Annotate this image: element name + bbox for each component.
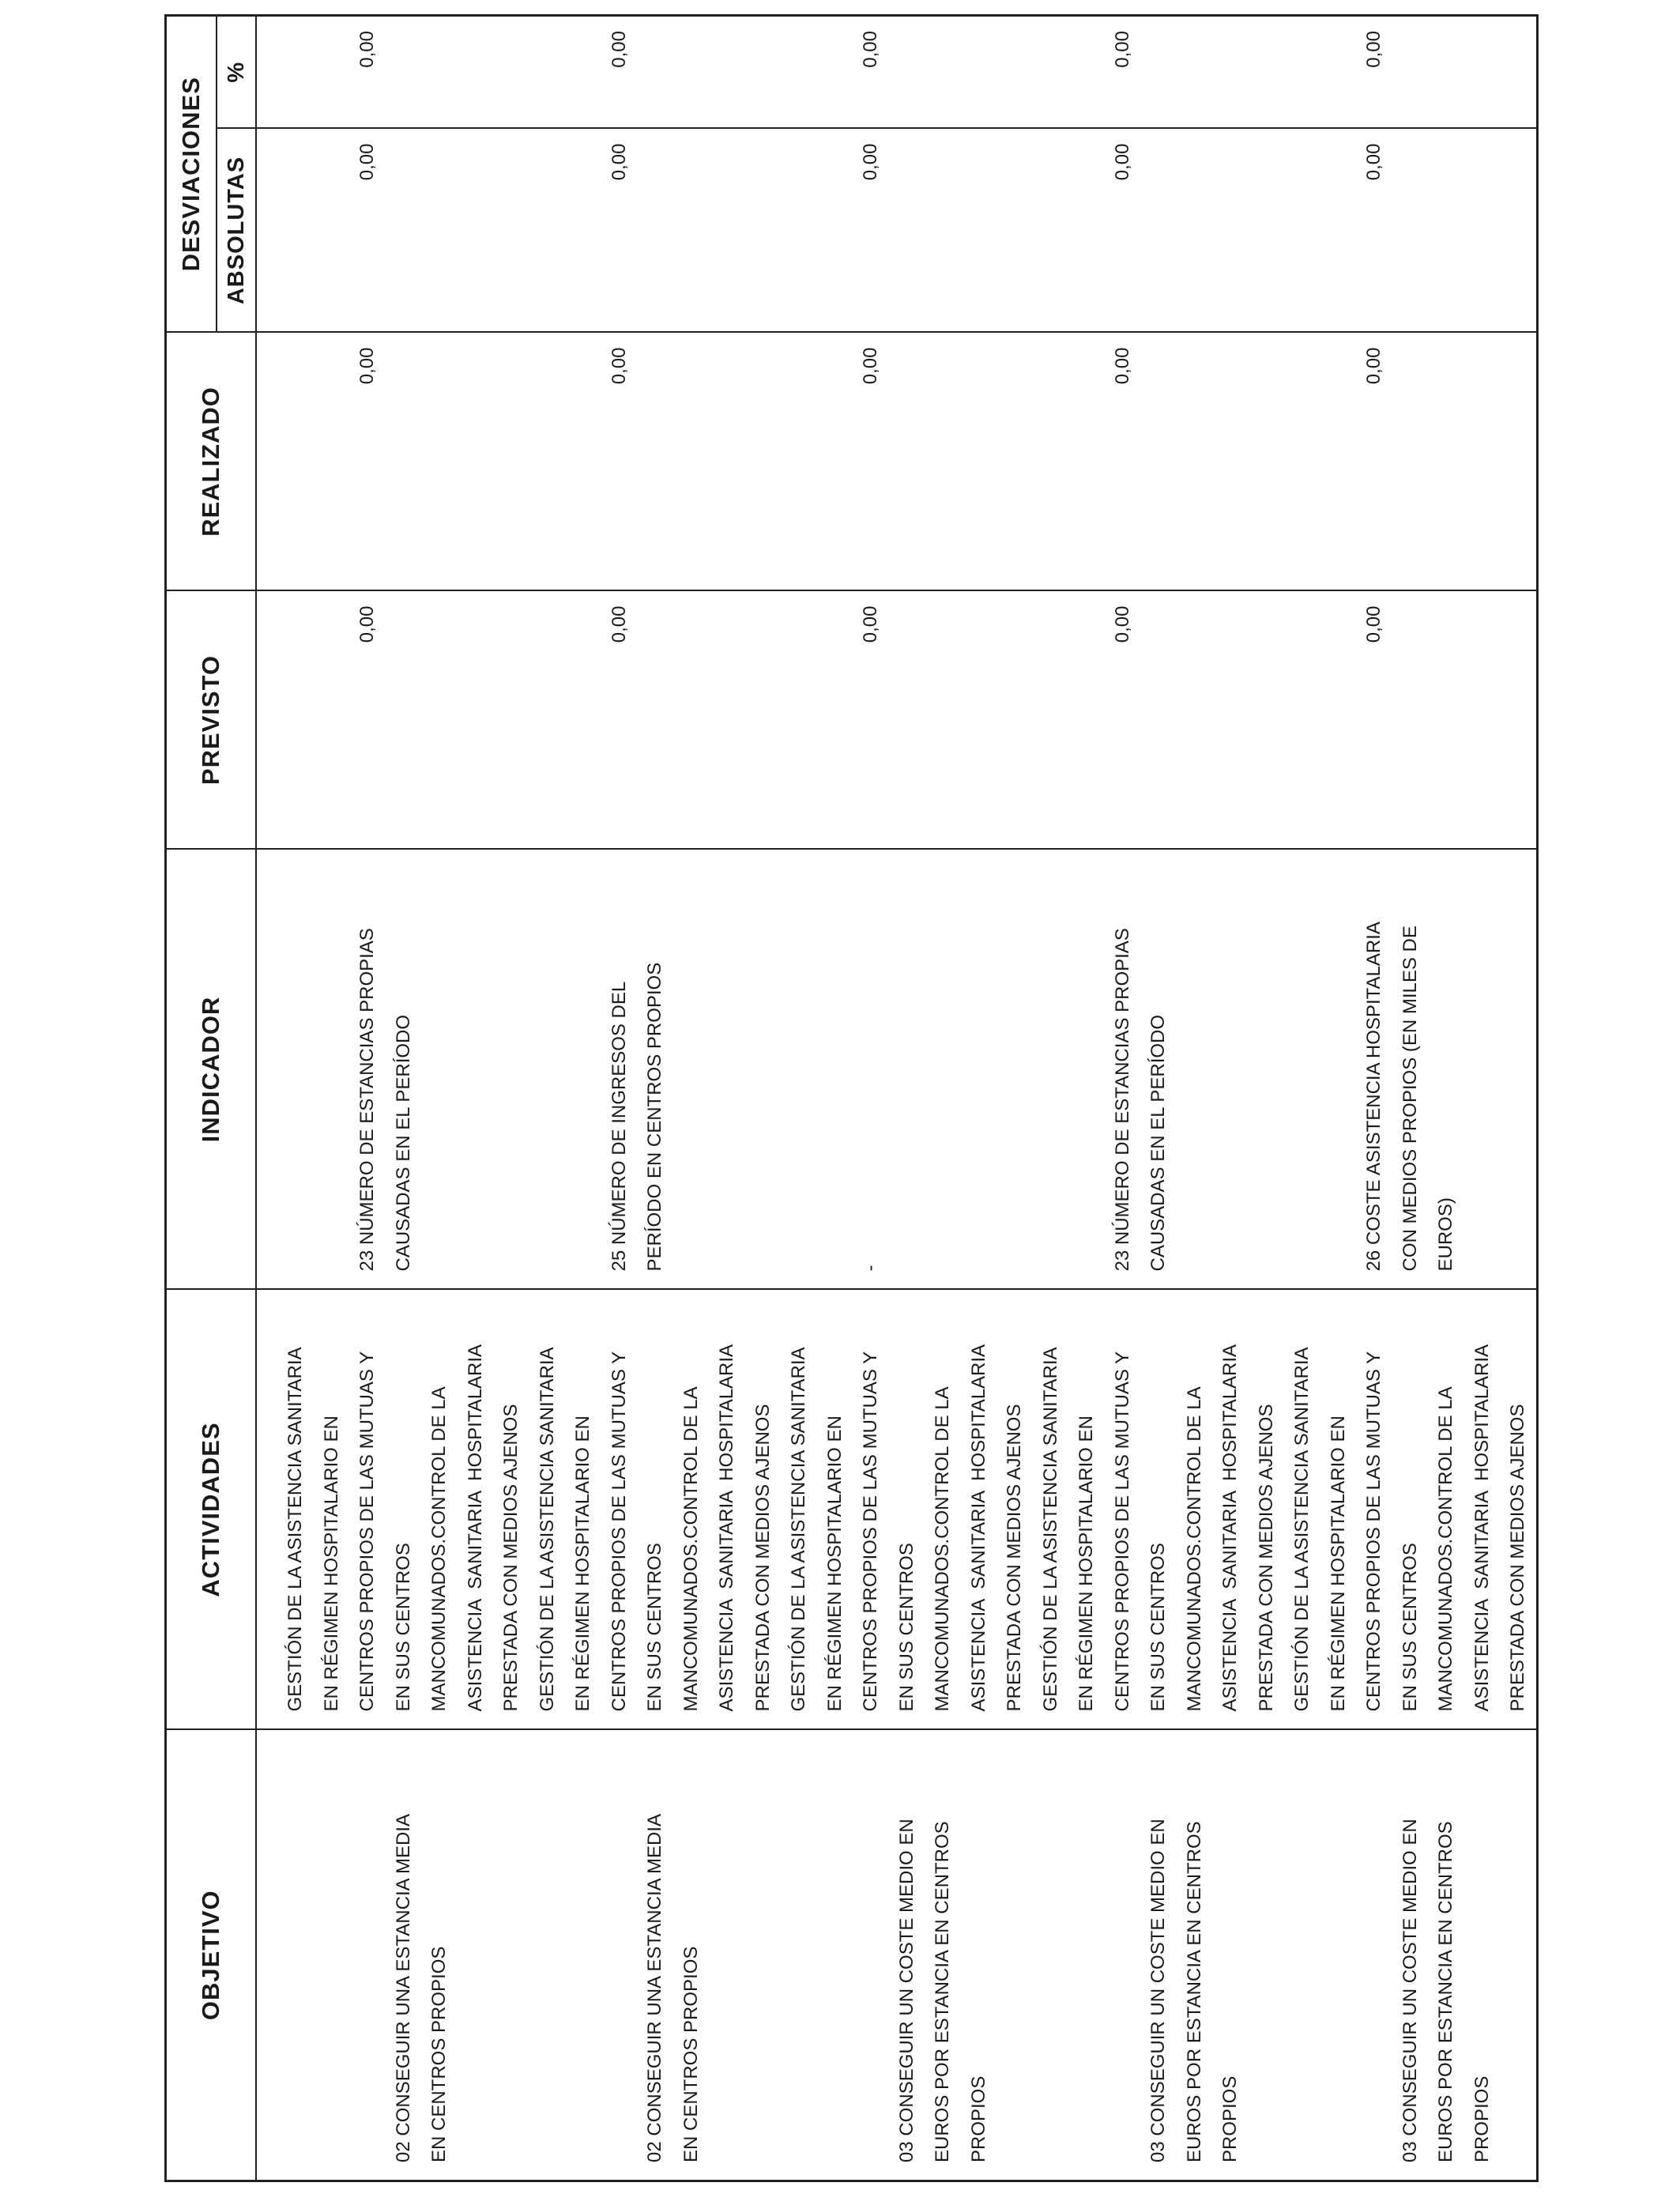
blank-line <box>889 858 925 1272</box>
actividad-line: MANCOMUNADOS.CONTROL DE LA <box>1435 1386 1456 1712</box>
actividad-line: EN RÉGIMEN HOSPITALARIO EN <box>1075 1416 1097 1712</box>
header-desviaciones: DESVIACIONES <box>166 16 217 333</box>
blank-line <box>925 25 961 111</box>
blank-line <box>1284 858 1320 1272</box>
blank-line <box>889 138 925 315</box>
indicador-line: CAUSADAS EN EL PERÍODO <box>392 1014 414 1272</box>
blank-line <box>817 25 853 111</box>
blank-line <box>637 138 673 315</box>
blank-line <box>673 858 710 1272</box>
blank-line <box>1284 341 1320 573</box>
blank-line <box>745 858 782 1272</box>
blank-line <box>314 138 350 315</box>
blank-line <box>529 341 566 573</box>
actividad-line: ASISTENCIA SANITARIA HOSPITALARIA <box>716 1344 737 1712</box>
actividad-line: PRESTADA CON MEDIOS AJENOS <box>500 1404 522 1712</box>
blank-line <box>1284 1739 1320 2163</box>
realizado-column <box>256 333 1537 591</box>
actividad-line: EN SUS CENTROS <box>392 1543 414 1712</box>
objetivo-line: PROPIOS <box>1219 2075 1241 2162</box>
blank-line <box>1140 25 1177 111</box>
blank-line <box>817 1739 853 2163</box>
actividad-line: ASISTENCIA SANITARIA HOSPITALARIA <box>464 1344 486 1712</box>
blank-line <box>277 600 314 831</box>
actividad-line: ASISTENCIA SANITARIA HOSPITALARIA <box>1219 1344 1241 1712</box>
actividad-line: PRESTADA CON MEDIOS AJENOS <box>1255 1404 1277 1712</box>
blank-line <box>1212 25 1249 111</box>
header-indicador: INDICADOR <box>166 850 257 1290</box>
blank-line <box>493 600 529 831</box>
blank-line <box>277 138 314 315</box>
previsto-column <box>256 591 1537 850</box>
blank-line <box>1249 600 1285 831</box>
actividad-line: MANCOMUNADOS.CONTROL DE LA <box>428 1386 450 1712</box>
actividad-line: CENTROS PROPIOS DE LAS MUTUAS Y <box>1111 1351 1133 1712</box>
actividad-line: EN RÉGIMEN HOSPITALARIO EN <box>572 1416 593 1712</box>
blank-line <box>1320 858 1357 1272</box>
blank-line <box>709 1739 745 2163</box>
actividad-line: EN SUS CENTROS <box>644 1543 665 1712</box>
blank-line <box>1068 25 1105 111</box>
blank-line <box>925 858 961 1272</box>
blank-line <box>996 341 1033 573</box>
indicador-line: - <box>860 1265 881 1272</box>
blank-line <box>1068 600 1105 831</box>
blank-line <box>1140 138 1177 315</box>
blank-line <box>1177 600 1213 831</box>
blank-line <box>493 858 529 1272</box>
indicador-line: 23 NÚMERO DE ESTANCIAS PROPIAS <box>356 928 378 1272</box>
blank-line <box>709 138 745 315</box>
header-porcentaje: % <box>217 16 256 129</box>
previsto-value: 0,00 <box>860 605 881 643</box>
blank-line <box>925 138 961 315</box>
realizado-value: 0,00 <box>1111 347 1133 385</box>
blank-line <box>493 25 529 111</box>
porcentaje-value: 0,00 <box>1111 31 1133 68</box>
blank-line <box>1033 341 1069 573</box>
indicador-line: CAUSADAS EN EL PERÍODO <box>1147 1014 1169 1272</box>
actividad-line: CENTROS PROPIOS DE LAS MUTUAS Y <box>1363 1351 1384 1712</box>
porcentaje-value: 0,00 <box>608 31 630 68</box>
previsto-value: 0,00 <box>1363 605 1384 643</box>
blank-line <box>1177 138 1213 315</box>
indicador-line: 23 NÚMERO DE ESTANCIAS PROPIAS <box>1111 928 1133 1272</box>
blank-line <box>637 600 673 831</box>
blank-line <box>1320 25 1357 111</box>
blank-line <box>1464 138 1501 315</box>
indicador-line: PERÍODO EN CENTROS PROPIOS <box>644 962 665 1272</box>
blank-line <box>1249 341 1285 573</box>
blank-line <box>458 25 494 111</box>
blank-line <box>1500 600 1536 831</box>
blank-line <box>421 341 458 573</box>
blank-line <box>1392 341 1429 573</box>
blank-line <box>1428 25 1464 111</box>
blank-line <box>996 138 1033 315</box>
blank-line <box>565 858 601 1272</box>
blank-line <box>493 341 529 573</box>
blank-line <box>386 600 422 831</box>
blank-line <box>493 1739 529 2163</box>
blank-line <box>314 1739 350 2163</box>
blank-line <box>1068 138 1105 315</box>
objetivo-line: EN CENTROS PROPIOS <box>680 1946 702 2162</box>
realizado-value: 0,00 <box>860 347 881 385</box>
blank-line <box>565 25 601 111</box>
blank-line <box>1284 600 1320 831</box>
objetivo-line: 03 CONSEGUIR UN COSTE MEDIO EN <box>895 1819 917 2162</box>
blank-line <box>1068 1739 1105 2163</box>
blank-line <box>745 1739 782 2163</box>
blank-line <box>386 138 422 315</box>
indicador-line: 26 COSTE ASISTENCIA HOSPITALARIA <box>1363 922 1384 1272</box>
absolutas-value: 0,00 <box>1363 143 1384 181</box>
absolutas-value: 0,00 <box>860 143 881 181</box>
blank-line <box>565 341 601 573</box>
blank-line <box>1320 341 1357 573</box>
blank-line <box>1428 138 1464 315</box>
actividades-column <box>256 1290 1537 1730</box>
blank-line <box>1500 858 1536 1272</box>
header-previsto: PREVISTO <box>166 591 257 850</box>
blank-line <box>421 600 458 831</box>
header-objetivo: OBJETIVO <box>166 1730 257 2181</box>
blank-line <box>314 25 350 111</box>
blank-line <box>673 341 710 573</box>
blank-line <box>277 25 314 111</box>
indicador-line: 25 NÚMERO DE INGRESOS DEL <box>608 981 630 1272</box>
blank-line <box>1500 138 1536 315</box>
blank-line <box>458 858 494 1272</box>
blank-line <box>349 1739 386 2163</box>
porcentaje-column <box>256 16 1537 129</box>
objetivo-line: PROPIOS <box>1471 2075 1493 2162</box>
blank-line <box>1068 858 1105 1272</box>
objetivo-line: 02 CONSEGUIR UNA ESTANCIA MEDIA <box>644 1814 665 2162</box>
blank-line <box>673 600 710 831</box>
realizado-value: 0,00 <box>1363 347 1384 385</box>
blank-line <box>1177 341 1213 573</box>
blank-line <box>529 858 566 1272</box>
realizado-value: 0,00 <box>608 347 630 385</box>
blank-line <box>529 138 566 315</box>
blank-line <box>925 600 961 831</box>
blank-line <box>314 600 350 831</box>
actividad-line: MANCOMUNADOS.CONTROL DE LA <box>1183 1386 1205 1712</box>
blank-line <box>1464 341 1501 573</box>
blank-line <box>1500 1739 1536 2163</box>
objetivo-line: EUROS POR ESTANCIA EN CENTROS <box>1183 1821 1205 2162</box>
blank-line <box>458 1739 494 2163</box>
previsto-value: 0,00 <box>1111 605 1133 643</box>
porcentaje-value: 0,00 <box>1363 31 1384 68</box>
blank-line <box>1033 138 1069 315</box>
actividad-line: CENTROS PROPIOS DE LAS MUTUAS Y <box>608 1351 630 1712</box>
blank-line <box>529 25 566 111</box>
blank-line <box>458 341 494 573</box>
blank-line <box>996 858 1033 1272</box>
blank-line <box>1500 25 1536 111</box>
blank-line <box>314 341 350 573</box>
actividad-line: CENTROS PROPIOS DE LAS MUTUAS Y <box>356 1351 378 1712</box>
blank-line <box>1500 341 1536 573</box>
actividad-line: EN RÉGIMEN HOSPITALARIO EN <box>320 1416 342 1712</box>
objetivo-line: EUROS POR ESTANCIA EN CENTROS <box>932 1821 953 2162</box>
blank-line <box>996 25 1033 111</box>
actividad-line: GESTIÓN DE LA ASISTENCIA SANITARIA <box>536 1347 558 1712</box>
header-absolutas: ABSOLUTAS <box>217 129 256 333</box>
blank-line <box>1140 341 1177 573</box>
actividad-line: GESTIÓN DE LA ASISTENCIA SANITARIA <box>284 1347 306 1712</box>
porcentaje-value: 0,00 <box>356 31 378 68</box>
actividad-line: GESTIÓN DE LA ASISTENCIA SANITARIA <box>1291 1347 1313 1712</box>
actividad-line: EN SUS CENTROS <box>895 1543 917 1712</box>
blank-line <box>637 25 673 111</box>
indicador-line: EUROS) <box>1435 1197 1456 1272</box>
blank-line <box>781 138 817 315</box>
blank-line <box>529 600 566 831</box>
blank-line <box>1177 858 1213 1272</box>
actividad-line: EN SUS CENTROS <box>1399 1543 1421 1712</box>
blank-line <box>817 341 853 573</box>
blank-line <box>1249 25 1285 111</box>
absolutas-column <box>256 129 1537 333</box>
actividad-line: PRESTADA CON MEDIOS AJENOS <box>1507 1404 1528 1712</box>
actividad-line: PRESTADA CON MEDIOS AJENOS <box>1004 1404 1025 1712</box>
blank-line <box>637 341 673 573</box>
blank-line <box>529 1739 566 2163</box>
previsto-value: 0,00 <box>608 605 630 643</box>
blank-line <box>1464 25 1501 111</box>
blank-line <box>817 600 853 831</box>
indicador-line: CON MEDIOS PROPIOS (EN MILES DE <box>1399 925 1421 1272</box>
blank-line <box>1033 600 1069 831</box>
blank-line <box>961 600 997 831</box>
blank-line <box>1249 1739 1285 2163</box>
blank-line <box>781 858 817 1272</box>
blank-line <box>1356 1739 1392 2163</box>
blank-line <box>961 858 997 1272</box>
blank-line <box>421 858 458 1272</box>
blank-line <box>745 600 782 831</box>
blank-line <box>961 25 997 111</box>
blank-line <box>314 858 350 1272</box>
porcentaje-value: 0,00 <box>860 31 881 68</box>
blank-line <box>709 858 745 1272</box>
blank-line <box>889 600 925 831</box>
blank-line <box>1068 341 1105 573</box>
objetivo-line: 02 CONSEGUIR UNA ESTANCIA MEDIA <box>392 1814 414 2162</box>
blank-line <box>458 600 494 831</box>
blank-line <box>925 341 961 573</box>
blank-line <box>1428 600 1464 831</box>
blank-line <box>565 600 601 831</box>
blank-line <box>421 25 458 111</box>
blank-line <box>889 341 925 573</box>
objetivo-line: EN CENTROS PROPIOS <box>428 1946 450 2162</box>
objetivo-line: 03 CONSEGUIR UN COSTE MEDIO EN <box>1147 1819 1169 2162</box>
blank-line <box>1392 25 1429 111</box>
blank-line <box>709 341 745 573</box>
indicador-column <box>256 850 1537 1290</box>
blank-line <box>1392 600 1429 831</box>
blank-line <box>1033 858 1069 1272</box>
blank-line <box>1249 858 1285 1272</box>
actividad-line: GESTIÓN DE LA ASISTENCIA SANITARIA <box>1039 1347 1061 1712</box>
header-realizado: REALIZADO <box>166 333 257 591</box>
blank-line <box>781 341 817 573</box>
blank-line <box>961 138 997 315</box>
actividad-line: MANCOMUNADOS.CONTROL DE LA <box>680 1386 702 1712</box>
blank-line <box>1428 341 1464 573</box>
blank-line <box>817 138 853 315</box>
blank-line <box>386 341 422 573</box>
absolutas-value: 0,00 <box>1111 143 1133 181</box>
blank-line <box>1212 138 1249 315</box>
blank-line <box>1392 138 1429 315</box>
blank-line <box>673 138 710 315</box>
actividad-line: EN RÉGIMEN HOSPITALARIO EN <box>823 1416 846 1712</box>
blank-line <box>1320 600 1357 831</box>
blank-line <box>565 1739 601 2163</box>
blank-line <box>1320 138 1357 315</box>
blank-line <box>781 600 817 831</box>
blank-line <box>277 858 314 1272</box>
previsto-value: 0,00 <box>356 605 378 643</box>
blank-line <box>781 1739 817 2163</box>
actividad-line: EN RÉGIMEN HOSPITALARIO EN <box>1327 1416 1349 1712</box>
blank-line <box>1284 138 1320 315</box>
objetivo-line: PROPIOS <box>967 2075 989 2162</box>
objetivo-line: 03 CONSEGUIR UN COSTE MEDIO EN <box>1399 1819 1421 2162</box>
blank-line <box>1212 858 1249 1272</box>
blank-line <box>1033 1739 1069 2163</box>
blank-line <box>386 25 422 111</box>
blank-line <box>277 1739 314 2163</box>
blank-line <box>1284 25 1320 111</box>
actividad-line: CENTROS PROPIOS DE LAS MUTUAS Y <box>860 1351 881 1712</box>
blank-line <box>745 138 782 315</box>
blank-line <box>277 341 314 573</box>
blank-line <box>1105 1739 1141 2163</box>
blank-line <box>745 25 782 111</box>
blank-line <box>1140 600 1177 831</box>
blank-line <box>817 858 853 1272</box>
blank-line <box>493 138 529 315</box>
blank-line <box>565 138 601 315</box>
blank-line <box>889 25 925 111</box>
actividad-line: MANCOMUNADOS.CONTROL DE LA <box>932 1386 953 1712</box>
actividad-line: EN SUS CENTROS <box>1147 1543 1169 1712</box>
blank-line <box>458 138 494 315</box>
actividad-line: PRESTADA CON MEDIOS AJENOS <box>751 1404 774 1712</box>
objectives-table <box>164 14 1539 2182</box>
realizado-value: 0,00 <box>356 347 378 385</box>
blank-line <box>1320 1739 1357 2163</box>
blank-line <box>421 138 458 315</box>
objetivo-line: EUROS POR ESTANCIA EN CENTROS <box>1435 1821 1456 2162</box>
blank-line <box>996 1739 1033 2163</box>
blank-line <box>709 25 745 111</box>
blank-line <box>1249 138 1285 315</box>
blank-line <box>781 25 817 111</box>
blank-line <box>673 25 710 111</box>
blank-line <box>745 341 782 573</box>
absolutas-value: 0,00 <box>356 143 378 181</box>
objetivo-column <box>256 1730 1537 2181</box>
blank-line <box>1212 600 1249 831</box>
blank-line <box>1464 600 1501 831</box>
blank-line <box>961 341 997 573</box>
blank-line <box>709 600 745 831</box>
blank-line <box>1212 341 1249 573</box>
blank-line <box>1464 858 1501 1272</box>
blank-line <box>853 1739 889 2163</box>
table-body-row <box>256 16 1537 2181</box>
actividad-line: ASISTENCIA SANITARIA HOSPITALARIA <box>1471 1344 1493 1712</box>
blank-line <box>1033 25 1069 111</box>
actividad-line: GESTIÓN DE LA ASISTENCIA SANITARIA <box>788 1347 809 1712</box>
rotated-table-page <box>164 17 1528 2182</box>
actividad-line: ASISTENCIA SANITARIA HOSPITALARIA <box>967 1344 989 1712</box>
absolutas-value: 0,00 <box>608 143 630 181</box>
header-actividades: ACTIVIDADES <box>166 1290 257 1730</box>
blank-line <box>1177 25 1213 111</box>
blank-line <box>601 1739 638 2163</box>
blank-line <box>996 600 1033 831</box>
